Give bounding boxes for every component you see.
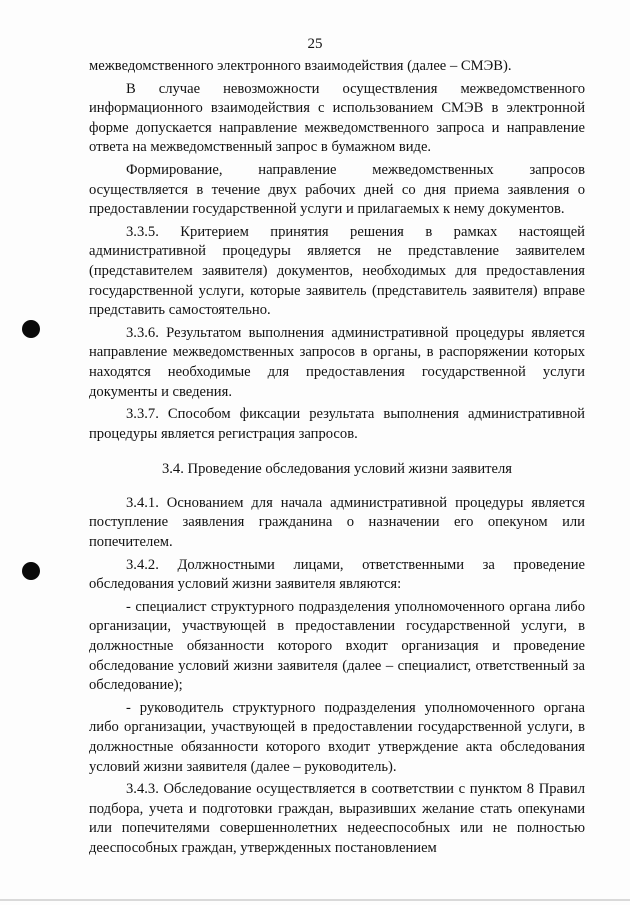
- document-body: [89, 57, 585, 862]
- list-item-specialist: - специалист структурного подразделения уполномоченного органа либо организации, участвующей в предоставлении государственной услуги, в должностные обязанности которого входит организация и проведение обследование условий жизни заявителя (далее – специалист, ответственный за обследование);: [89, 598, 585, 694]
- paragraph-smev-continuation: межведомственного электронного взаимодействия (далее – СМЭВ).: [89, 58, 512, 74]
- punch-hole-top: [22, 320, 40, 338]
- paragraph-3-3-7: 3.3.7. Способом фиксации результата выполнения административной процедуры является регистрация запросов.: [89, 406, 585, 442]
- paragraph-3-4-3: 3.4.3. Обследование осуществляется в соответствии с пунктом 8 Правил подбора, учета и подготовки граждан, выразивших желание стать опекунами или попечителями совершеннолетних недееспособных или не полностью дееспособных граждан, утвержденных постановлением: [89, 781, 585, 856]
- page-bottom-edge: [0, 899, 630, 901]
- paragraph-3-4-2: 3.4.2. Должностными лицами, ответственными за проведение обследования условий жизни заявителя являются:: [89, 556, 585, 593]
- list-item-head: - руководитель структурного подразделения уполномоченного органа либо организации, участвующей в предоставлении государственной услуги, в должностные обязанности которого входит утверждение акта обследования условий жизни заявителя (далее – руководитель).: [89, 699, 585, 775]
- paragraph-3-3-5: 3.3.5. Критерием принятия решения в рамках настоящей административной процедуры является не представление заявителем (представителем заявителя) документов, необходимых для предоставления государственной услуги, которые заявитель (представитель заявителя) вправе представить самостоятельно.: [89, 223, 585, 319]
- paragraph-paper-request: В случае невозможности осуществления межведомственного информационного взаимодействия с использованием СМЭВ в электронной форме допускается направление межведомственного запроса и направление ответа на межведомственный запрос в бумажном виде.: [89, 80, 585, 156]
- paragraph-3-4-1: 3.4.1. Основанием для начала административной процедуры является поступление заявления гражданина о назначении его опекуном или попечителем.: [89, 494, 585, 551]
- paragraph-3-3-6: 3.3.6. Результатом выполнения административной процедуры является направление межведомственных запросов в органы, в распоряжении которых находятся необходимые для предоставления государственной услуги документы и сведения.: [89, 324, 585, 400]
- section-heading-3-4: 3.4. Проведение обследования условий жизни заявителя: [161, 461, 512, 478]
- page-number: 25: [307, 36, 323, 52]
- paragraph-request-formation: Формирование, направление межведомственных запросов осуществляется в течение двух рабочих дней со дня приема заявления о предоставлении государственной услуги и прилагаемых к нему документов.: [89, 161, 585, 218]
- punch-hole-bottom: [22, 562, 40, 580]
